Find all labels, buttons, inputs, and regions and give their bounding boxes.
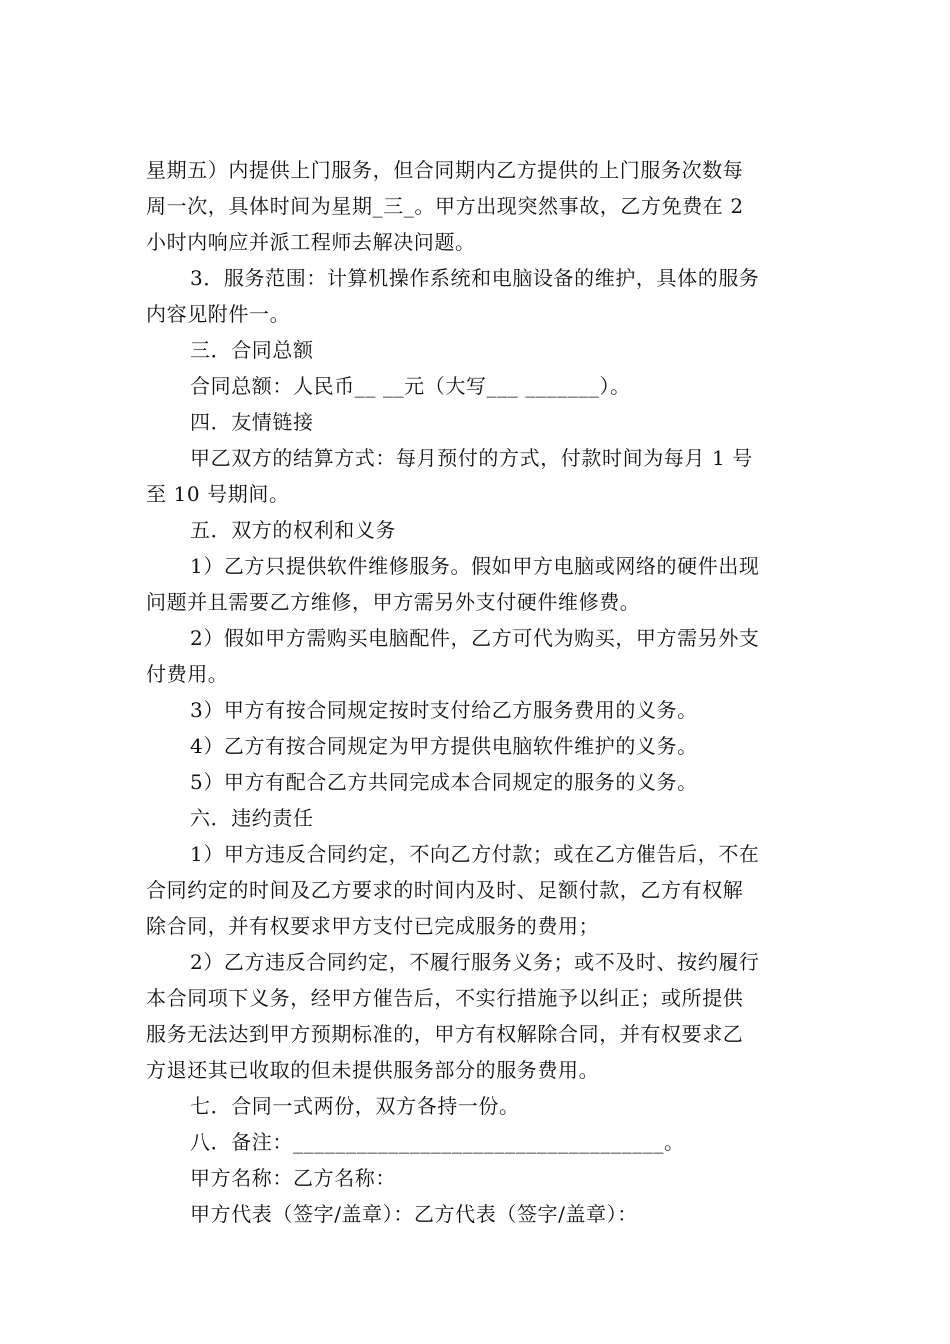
paragraph-contract-amount: [146, 368, 810, 404]
text-line: 服务无法达到甲方预期标准的，甲方有权解除合同，并有权要求乙: [146, 1022, 744, 1046]
text-line: 5）甲方有配合乙方共同完成本合同规定的服务的义务。: [190, 770, 698, 794]
paragraph-party-representatives: [146, 1196, 810, 1232]
text-line: 3）甲方有按合同规定按时支付给乙方服务费用的义务。: [190, 698, 698, 722]
text-line: 五．双方的权利和义务: [190, 518, 396, 542]
text-line: 小时内响应并派工程师去解决问题。: [146, 230, 476, 254]
heading-contract-total: [146, 332, 810, 368]
text-line: 星期五）内提供上门服务，但合同期内乙方提供的上门服务次数每: [146, 158, 744, 182]
paragraph-breach-1: [146, 836, 810, 944]
heading-rights-obligations: [146, 512, 810, 548]
text-line: 七．合同一式两份，双方各持一份。: [190, 1094, 520, 1118]
paragraph-obligation-3: [146, 692, 810, 728]
text-line: 六．违约责任: [190, 806, 314, 830]
text-line: 甲方代表（签字/盖章）：乙方代表（签字/盖章）：: [190, 1202, 638, 1226]
heading-friendly-link: [146, 404, 810, 440]
text-line: 1）乙方只提供软件维修服务。假如甲方电脑或网络的硬件出现: [190, 554, 760, 578]
document-body: [146, 152, 810, 1232]
text-line: 至 10 号期间。: [146, 482, 290, 506]
text-line: 合同约定的时间及乙方要求的时间内及时、足额付款，乙方有权解: [146, 878, 744, 902]
text-line: 周一次，具体时间为星期_三_。甲方出现突然事故，乙方免费在 2: [146, 194, 744, 218]
text-line: 3．服务范围：计算机操作系统和电脑设备的维护，具体的服务: [190, 266, 760, 290]
text-line: 问题并且需要乙方维修，甲方需另外支付硬件维修费。: [146, 590, 641, 614]
paragraph-obligation-4: [146, 728, 810, 764]
paragraph-service-scope: [146, 260, 810, 332]
paragraph-obligation-1: [146, 548, 810, 620]
text-line: 三．合同总额: [190, 338, 314, 362]
text-line: 付费用。: [146, 662, 229, 686]
paragraph-obligation-2: [146, 620, 810, 692]
text-line: 内容见附件一。: [146, 302, 291, 326]
text-line: 合同总额：人民币__ __元（大写___ _______）。: [190, 374, 631, 398]
heading-breach-liability: [146, 800, 810, 836]
text-line: 1）甲方违反合同约定，不向乙方付款；或在乙方催告后，不在: [190, 842, 760, 866]
text-line: 八．备注：___________________________________。: [190, 1130, 685, 1154]
text-line: 除合同，并有权要求甲方支付已完成服务的费用；: [146, 914, 600, 938]
text-line: 2）假如甲方需购买电脑配件，乙方可代为购买，甲方需另外支: [190, 626, 760, 650]
paragraph-breach-2: [146, 944, 810, 1088]
paragraph-party-names: [146, 1160, 810, 1196]
text-line: 甲乙双方的结算方式：每月预付的方式，付款时间为每月 1 号: [190, 446, 753, 470]
paragraph-remarks: [146, 1124, 810, 1160]
text-line: 2）乙方违反合同约定，不履行服务义务；或不及时、按约履行: [190, 950, 760, 974]
paragraph-settlement: [146, 440, 810, 512]
text-line: 甲方名称：乙方名称：: [190, 1166, 396, 1190]
text-line: 四．友情链接: [190, 410, 314, 434]
paragraph-service-time: [146, 152, 810, 260]
text-line: 本合同项下义务，经甲方催告后，不实行措施予以纠正；或所提供: [146, 986, 744, 1010]
text-line: 4）乙方有按合同规定为甲方提供电脑软件维护的义务。: [190, 734, 698, 758]
paragraph-obligation-5: [146, 764, 810, 800]
text-line: 方退还其已收取的但未提供服务部分的服务费用。: [146, 1058, 600, 1082]
paragraph-copies: [146, 1088, 810, 1124]
